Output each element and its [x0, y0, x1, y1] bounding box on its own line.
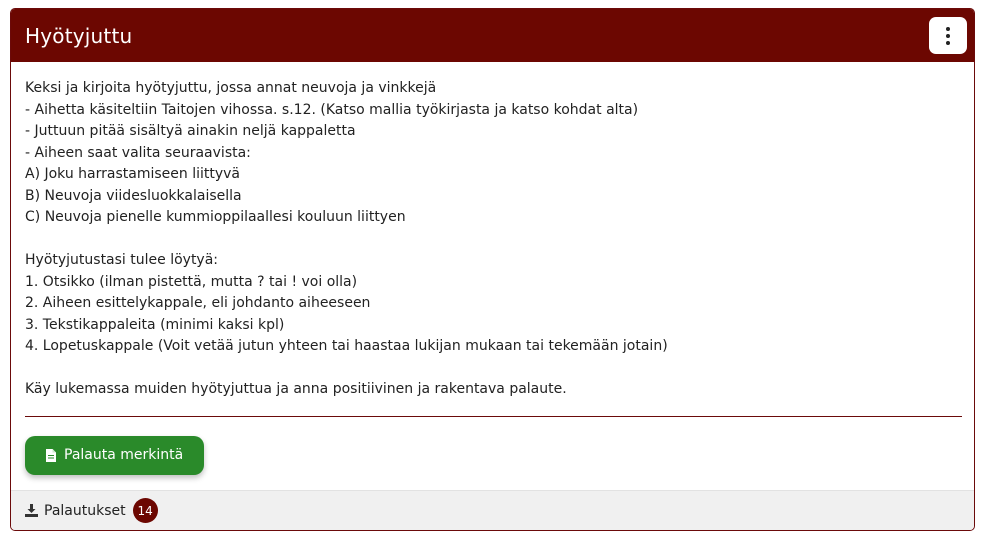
requirement-line: 2. Aiheen esittelykappale, eli johdanto aiheeseen [25, 295, 371, 311]
paragraph-spacer [25, 358, 960, 380]
vertical-dots-icon-dot [946, 34, 950, 38]
requirement-line: 3. Tekstikappaleita (minimi kaksi kpl) [25, 316, 285, 333]
card-body [11, 62, 974, 475]
more-options-button[interactable] [929, 17, 967, 54]
requirement-line: 4. Lopetuskappale (Voit vetää jutun yhteen tai haastaa lukijan mukaan tai tekemään jotain) [25, 338, 668, 354]
instruction-line: A) Joku harrastamiseen liittyvä [25, 166, 241, 182]
vertical-dots-icon-dot [946, 41, 950, 45]
document-icon [46, 449, 56, 462]
assignment-instructions [25, 78, 960, 401]
card-header [11, 9, 974, 62]
submissions-label: Palautukset [44, 502, 126, 519]
instruction-line: - Aiheen saat valita seuraavista: [25, 144, 251, 161]
instruction-line: Keksi ja kirjoita hyötyjuttu, jossa annat neuvoja ja vinkkejä [25, 80, 437, 96]
submit-entry-button[interactable] [25, 436, 204, 475]
assignment-card [10, 8, 975, 531]
vertical-dots-icon [946, 27, 950, 31]
card-footer [11, 490, 974, 530]
requirement-line: Hyötyjutustasi tulee löytyä: [25, 252, 219, 268]
section-divider [25, 416, 962, 417]
instruction-line: - Juttuun pitää sisältyä ainakin neljä kappaletta [25, 123, 356, 139]
instruction-line: - Aihetta käsiteltiin Taitojen vihossa. s.12. (Katso mallia työkirjasta ja katso kohdat alta) [25, 101, 639, 118]
paragraph-spacer [25, 229, 960, 251]
instruction-line: C) Neuvoja pienelle kummioppilaallesi kouluun liittyen [25, 209, 406, 225]
submit-entry-label: Palauta merkintä [64, 447, 184, 463]
card-title: Hyötyjuttu [25, 23, 133, 48]
submissions-count-badge: 14 [133, 498, 158, 523]
instruction-line: B) Neuvoja viidesluokkalaisella [25, 187, 242, 204]
submissions-link[interactable] [25, 503, 126, 519]
closing-line: Käy lukemassa muiden hyötyjuttua ja anna positiivinen ja rakentava palaute. [25, 381, 567, 397]
requirement-line: 1. Otsikko (ilman pistettä, mutta ? tai ! voi olla) [25, 273, 358, 290]
download-icon [25, 504, 38, 517]
